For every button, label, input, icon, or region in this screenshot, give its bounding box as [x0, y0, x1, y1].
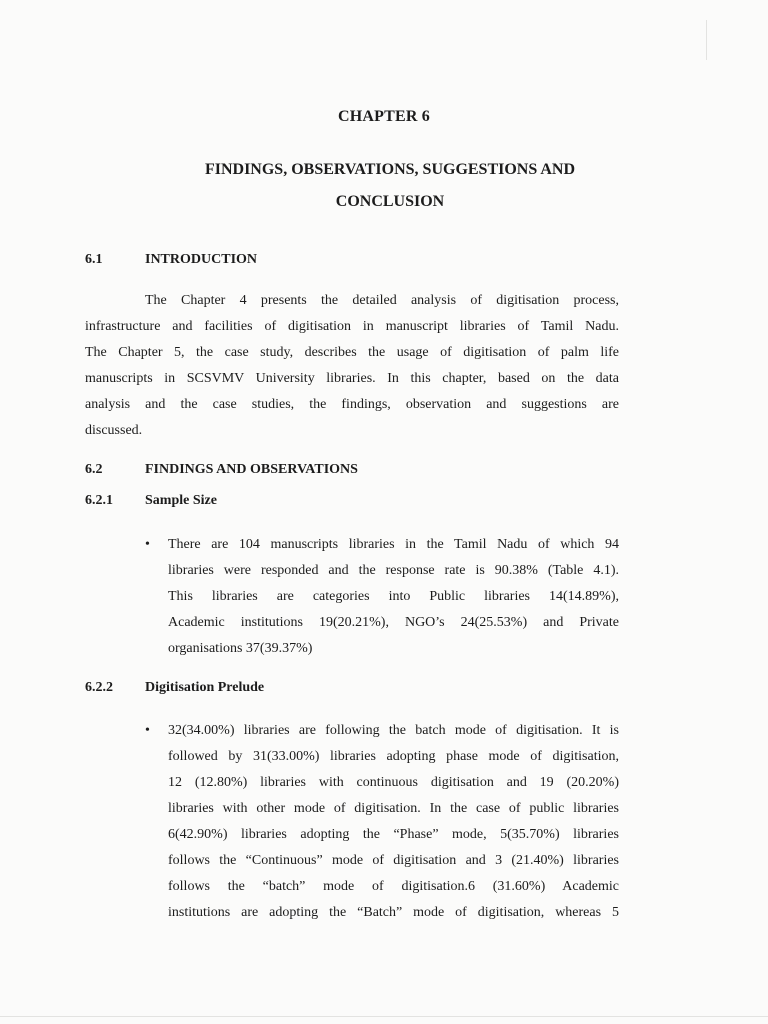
- bullet-line: 12 (12.80%) libraries with continuous digitisation and 19 (20.20%): [168, 775, 619, 790]
- bullet-line: follows the “Continuous” mode of digitisation and 3 (21.40%) libraries: [168, 853, 619, 868]
- scan-edge-right: [706, 20, 707, 60]
- chapter-title-line-1: FINDINGS, OBSERVATIONS, SUGGESTIONS AND: [204, 161, 576, 178]
- section-title-digitisation-prelude: Digitisation Prelude: [145, 680, 265, 695]
- bullet-line: 6(42.90%) libraries adopting the “Phase” mode, 5(35.70%) libraries: [168, 827, 619, 842]
- section-number-6-2-1: 6.2.1: [85, 493, 113, 508]
- section-number-6-2-2: 6.2.2: [85, 680, 113, 695]
- bullet-line: libraries with other mode of digitisation. In the case of public libraries: [168, 801, 619, 816]
- paragraph-line: manuscripts in SCSVMV University libraries. In this chapter, based on the data: [85, 371, 619, 386]
- section-number-6-1: 6.1: [85, 252, 103, 267]
- paragraph-line: The Chapter 5, the case study, describes the usage of digitisation of palm life: [85, 345, 619, 360]
- section-number-6-2: 6.2: [85, 462, 103, 477]
- bullet-line: follows the “batch” mode of digitisation.6 (31.60%) Academic: [168, 879, 619, 894]
- section-title-introduction: INTRODUCTION: [145, 252, 258, 267]
- chapter-title: [100, 154, 680, 218]
- bullet-text: [168, 532, 619, 662]
- bullet-line: Academic institutions 19(20.21%), NGO’s 24(25.53%) and Private: [168, 615, 619, 630]
- chapter-title-line-2: CONCLUSION: [335, 193, 445, 210]
- paragraph-line: infrastructure and facilities of digitisation in manuscript libraries of Tamil Nadu.: [85, 319, 619, 334]
- paragraph-line: The Chapter 4 presents the detailed analysis of digitisation process,: [145, 293, 619, 308]
- bullet-line: 32(34.00%) libraries are following the batch mode of digitisation. It is: [168, 723, 619, 738]
- bullet-line: This libraries are categories into Public libraries 14(14.89%),: [168, 589, 619, 604]
- introduction-paragraph: [85, 288, 619, 444]
- section-title-sample-size: Sample Size: [145, 493, 217, 508]
- bullet-icon: •: [145, 723, 150, 738]
- bullet-line: There are 104 manuscripts libraries in the Tamil Nadu of which 94: [168, 537, 619, 552]
- bullet-icon: •: [145, 537, 150, 552]
- chapter-label: CHAPTER 6: [337, 108, 431, 125]
- bullet-line: libraries were responded and the response rate is 90.38% (Table 4.1).: [168, 563, 619, 578]
- bullet-text: [168, 718, 619, 926]
- section-title-findings: FINDINGS AND OBSERVATIONS: [145, 462, 358, 477]
- scan-edge-bottom: [0, 1016, 768, 1017]
- bullet-line: institutions are adopting the “Batch” mode of digitisation, whereas 5: [168, 905, 619, 920]
- paragraph-line: analysis and the case studies, the findings, observation and suggestions are: [85, 397, 619, 412]
- bullet-line: followed by 31(33.00%) libraries adopting phase mode of digitisation,: [168, 749, 619, 764]
- paragraph-line: discussed.: [85, 423, 143, 438]
- bullet-line: organisations 37(39.37%): [168, 641, 313, 656]
